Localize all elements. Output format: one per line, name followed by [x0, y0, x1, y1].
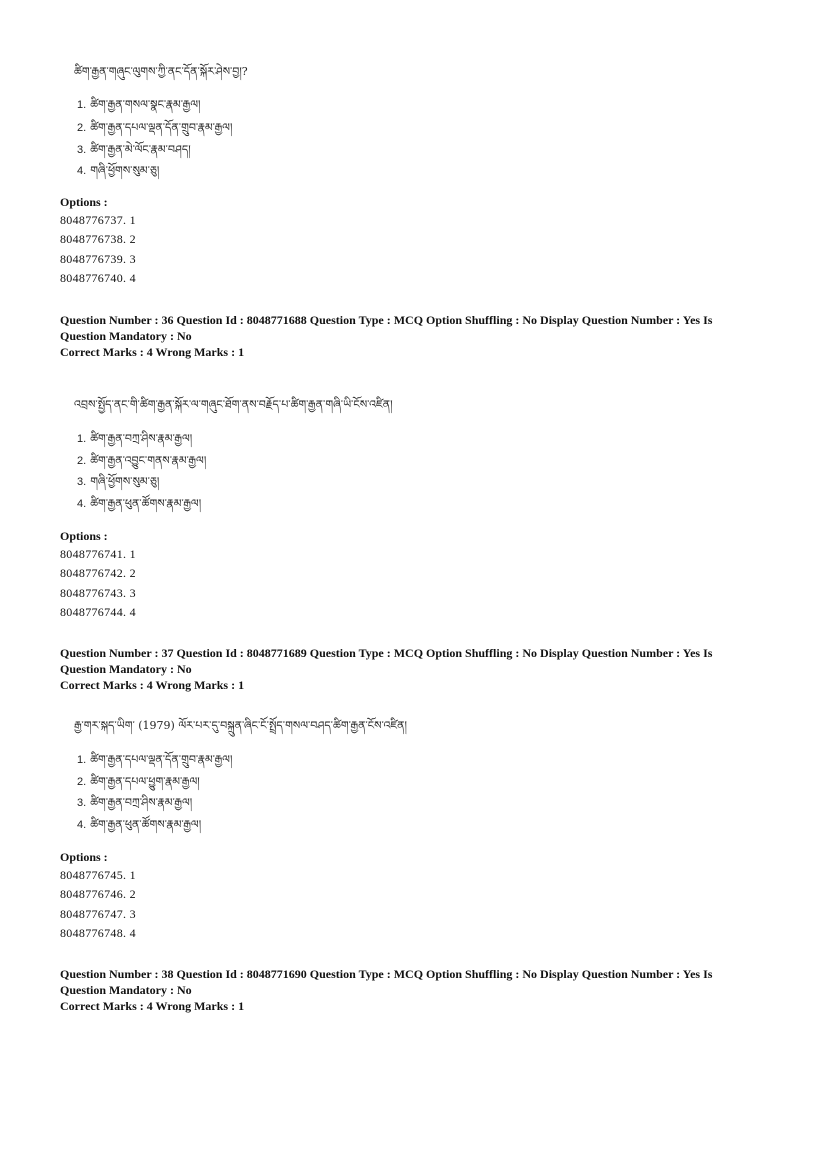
question-38-header [60, 966, 760, 1014]
question-37-options-label: Options : [60, 850, 108, 864]
question-37-option-1: 8048776745. 1 [60, 868, 136, 882]
question-36-marks: Correct Marks : 4 Wrong Marks : 1 [60, 345, 245, 359]
question-38-mandatory: Question Mandatory : No [60, 983, 192, 997]
question-37-option-2: 8048776746. 2 [60, 887, 136, 901]
question-37-marks: Correct Marks : 4 Wrong Marks : 1 [60, 678, 245, 692]
question-36-option-2: 8048776742. 2 [60, 566, 136, 580]
question-36-choice-4: 4. ཚིག་རྒྱན་ཕུན་ཚོགས་རྣམ་རྒྱལ། [77, 497, 202, 510]
question-36-meta: Question Number : 36 Question Id : 8048771688 Question Type : MCQ Option Shuffling : No Display Question Number : Yes Is [60, 313, 713, 327]
question-36-options-label: Options : [60, 529, 108, 543]
question-37-header [60, 645, 760, 693]
question-35-option-4: 8048776740. 4 [60, 271, 136, 285]
question-36-choice-1: 1. ཚིག་རྒྱན་བཀྲ་ཤིས་རྣམ་རྒྱལ། [77, 432, 193, 445]
question-35-option-1: 8048776737. 1 [60, 213, 136, 227]
question-37-choice-4: 4. ཚིག་རྒྱན་ཕུན་ཚོགས་རྣམ་རྒྱལ། [77, 818, 202, 831]
question-36-option-1: 8048776741. 1 [60, 547, 136, 561]
question-35-text: ཚིག་རྒྱན་གཞུང་ལུགས་ཀྱི་ནང་དོན་སྐོར་ཤེས་བྱ།? [74, 65, 248, 78]
question-36-text: འབྲས་སྤྱོད་ནང་གི་ཚིག་རྒྱན་སྐོར་ལ་གཞུང་ཐོག་ནས་བརྗོད་པ་ཚིག་རྒྱན་གཞི་ཡི་ངོས་འཛིན། [74, 398, 393, 411]
question-36-choice-3: 3. གཞི་ཕྱོགས་སུམ་ཅུ། [77, 475, 160, 488]
question-37-option-3: 8048776747. 3 [60, 907, 136, 921]
question-37-choice-2: 2. ཚིག་རྒྱན་དཔལ་ཕྱུག་རྣམ་རྒྱལ། [77, 775, 200, 788]
question-37-mandatory: Question Mandatory : No [60, 662, 192, 676]
question-37-text: རྒྱ་གར་སྐད་ཡིག་ (1979) ལོར་པར་དུ་བསྐྲུན་ཞིང་ངོ་སྤྲོད་གསལ་བཤད་ཚིག་རྒྱན་ངོས་འཛིན། [74, 719, 407, 732]
question-35-choice-2: 2. ཚིག་རྒྱན་དཔལ་ལྡན་དོན་གྲུབ་རྣམ་རྒྱལ། [77, 121, 233, 134]
question-38-meta: Question Number : 38 Question Id : 8048771690 Question Type : MCQ Option Shuffling : No Display Question Number : Yes Is [60, 967, 713, 981]
question-37-choice-1: 1. ཚིག་རྒྱན་དཔལ་ལྡན་དོན་གྲུབ་རྣམ་རྒྱལ། [77, 753, 233, 766]
question-36-option-3: 8048776743. 3 [60, 586, 136, 600]
question-35-option-2: 8048776738. 2 [60, 232, 136, 246]
question-37-choice-3: 3. ཚིག་རྒྱན་བཀྲ་ཤིས་རྣམ་རྒྱལ། [77, 796, 193, 809]
question-36-choice-2: 2. ཚིག་རྒྱན་འབྱུང་གནས་རྣམ་རྒྱལ། [77, 454, 207, 467]
question-37-meta: Question Number : 37 Question Id : 8048771689 Question Type : MCQ Option Shuffling : No Display Question Number : Yes Is [60, 646, 713, 660]
question-37-option-4: 8048776748. 4 [60, 926, 136, 940]
question-36-option-4: 8048776744. 4 [60, 605, 136, 619]
question-35-choice-4: 4. གཞི་ཕྱོགས་སུམ་ཅུ། [77, 164, 160, 177]
question-36-header [60, 312, 760, 360]
question-38-marks: Correct Marks : 4 Wrong Marks : 1 [60, 999, 245, 1013]
question-35-option-3: 8048776739. 3 [60, 252, 136, 266]
question-35-choice-3: 3. ཚིག་རྒྱན་མེ་ལོང་རྣམ་བཤད། [77, 143, 191, 156]
question-35-options-label: Options : [60, 195, 108, 209]
question-36-mandatory: Question Mandatory : No [60, 329, 192, 343]
question-35-choice-1: 1. ཚིག་རྒྱན་གསལ་སྣང་རྣམ་རྒྱལ། [77, 98, 201, 111]
